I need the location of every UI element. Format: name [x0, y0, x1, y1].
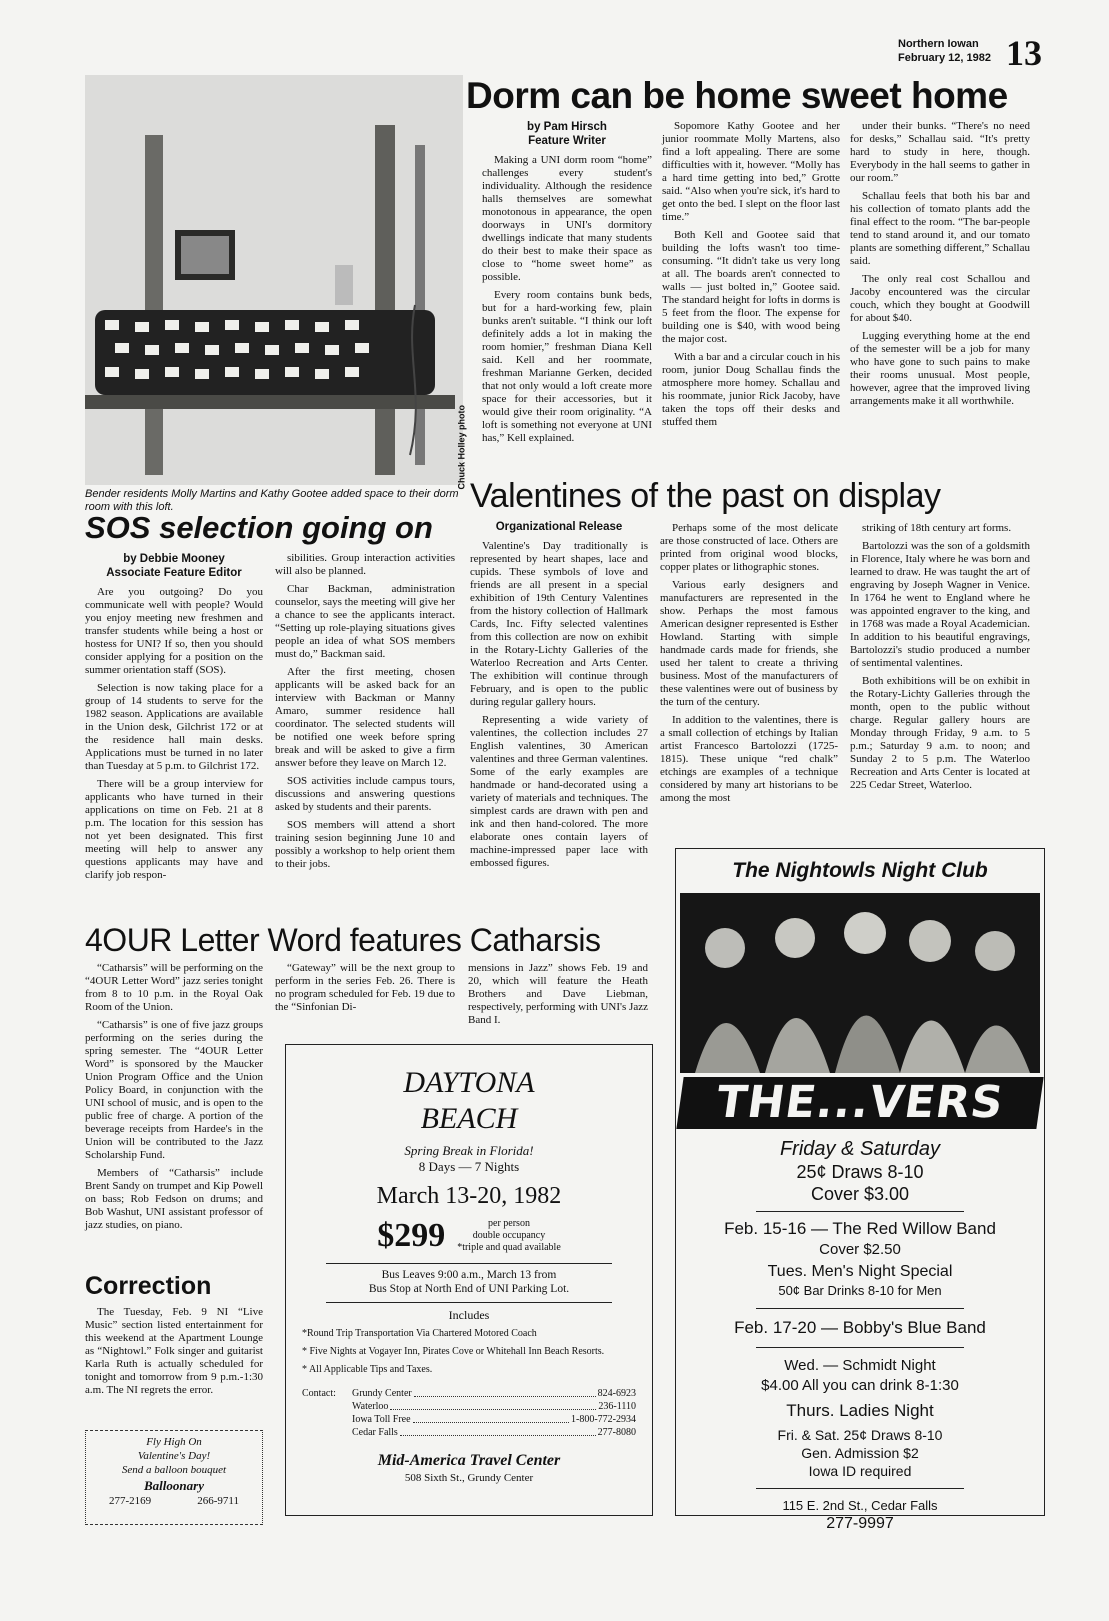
contact-label: Contact: [302, 1388, 336, 1399]
paragraph: sibilities. Group interaction activities will also be planned. [275, 552, 455, 577]
paragraph: “Catharsis” is one of five jazz groups performing on the series during the spring semester. The “4OUR Letter Word” is sponsored by the Maucker Union Program Office and the Union Policy Board, in conjunction with the UNI school of music, and is open to the public free of charge. A portion of the beverage receipts from Hardee's in the Union will be contributed to the Jazz Scholarship Fund. [85, 1019, 263, 1161]
daytona-ad [285, 1044, 653, 1516]
daytona-sub-2: 8 Days — 7 Nights [418, 1159, 520, 1174]
thurs-night: Thurs. Ladies Night [786, 1401, 934, 1420]
paragraph: Char Backman, administration counselor, says the meeting will give her a chance to see the applicants interact. “Setting up role-playing situations gives people an idea of what SOS members must do,” Backman said. [275, 583, 455, 660]
catharsis-column-1 [85, 962, 263, 1237]
feb15-event: Feb. 15-16 — The Red Willow Band [724, 1219, 996, 1238]
balloon-line-1: Fly High On [146, 1436, 202, 1448]
divider [756, 1211, 964, 1212]
daytona-sub-1: Spring Break in Florida! [404, 1143, 534, 1158]
paragraph: striking of 18th century art forms. [862, 522, 1012, 534]
valentines-column-2 [660, 522, 838, 810]
paragraph: In addition to the valentines, there is a small collection of etchings by Italian artist Francesco Bartolozzi (1725-1815). These unique “red chalk” etchings are examples of a technique considered by many art historians to be among the most [660, 714, 838, 804]
sos-column-2 [275, 552, 455, 876]
wed-night: Wed. — Schmidt Night [784, 1357, 936, 1374]
photo-caption: Bender residents Molly Martins and Kathy Gootee added space to their dorm room with this loft. [85, 488, 459, 513]
daytona-price-row [286, 1217, 652, 1255]
paragraph: The only real cost Schallou and Jacoby encountered was the circular couch, which they bought at Goodwill for about $40. [850, 273, 1030, 324]
paragraph: Both exhibitions will be on exhibit in the Rotary-Lichty Galleries through the month, open to the public without charge. Regular gallery hours are Monday through Friday, 9 a.m. to 5 p.m.; Saturday 9 a.m. to noon; and Sunday 2 to 5 p.m. The Waterloo Recreation and Arts Center is located at 225 Cedar Street, Waterloo. [850, 675, 1030, 791]
dorm-column-2 [662, 120, 840, 434]
contact-phone: 824-6923 [597, 1388, 636, 1399]
paragraph: Schallau feels that both his bar and his collection of tomato plants add the final effect to the room. “The bar-people tend to stand around it, and our tomato plants are something different,” Schallau said. [850, 190, 1030, 267]
sos-author: by Debbie Mooney [123, 553, 225, 565]
contact-phone: 1-800-772-2934 [571, 1414, 636, 1425]
balloon-phones [86, 1494, 262, 1508]
page-number: 13 [1006, 33, 1042, 73]
price-note-2: double occupancy [472, 1230, 546, 1241]
daytona-bus-1: Bus Leaves 9:00 a.m., March 13 from [381, 1269, 557, 1281]
divider [756, 1347, 964, 1348]
nightowls-days: Friday & Saturday [779, 1138, 941, 1160]
photo-credit: Chuck Holley photo [457, 405, 467, 490]
contact-phone: 236-1110 [598, 1401, 636, 1412]
dorm-column-1 [482, 120, 652, 450]
contact-name: Cedar Falls [352, 1427, 398, 1438]
valentines-column-1 [470, 520, 648, 875]
divider [326, 1263, 612, 1264]
daytona-title-1: DAYTONA [403, 1066, 535, 1099]
paragraph: Sopomore Kathy Gootee and her junior roommate Molly Martens, also find a loft appealing. There are some difficulties with it, however. “Molly has a hard time getting into bed,” Grotte said. “Also when you're sick, it's hard to get onto the bed. I slept on the floor last time.” [662, 120, 840, 223]
tues-drinks: 50¢ Bar Drinks 8-10 for Men [778, 1283, 942, 1298]
paragraph: Every room contains bunk beds, but for a hard-working few, plain bunks aren't suitable. “I think our loft definitely adds a lot in making the room homier,” freshman Diana Kell said. Kell and her roommate, freshman Marianne Gerken, decided that not only would a loft create more space for their accessories, but it would give their room originality. “A loft is something not everyone at UNI has,” Kell explained. [482, 289, 652, 444]
dorm-headline: Dorm can be home sweet home [466, 75, 1008, 116]
valentines-column-3 [850, 522, 1030, 797]
paragraph: SOS members will attend a short training sesion beginning June 10 and possibly a workshop to help orient them to their jobs. [275, 819, 455, 870]
daytona-includes-label: Includes [448, 1308, 490, 1322]
catharsis-column-2 [275, 962, 455, 1019]
daytona-contacts [286, 1377, 652, 1439]
paragraph: Making a UNI dorm room “home” challenges every student's individuality. Although the residence halls themselves are somewhat monotonous in appearance, the open doorways in UNI's dormitory dwellings indicate that many students do their best to make their space as close to “home sweet home” as possible. [482, 154, 652, 283]
issue-date: February 12, 1982 [898, 52, 991, 64]
nightowls-title: The Nightowls Night Club [732, 859, 988, 882]
dorm-author: by Pam Hirsch [527, 121, 607, 133]
paragraph: Members of “Catharsis” include Brent Sandy on trumpet and Kip Powell on bass; Rob Fedson on drums; and Bob Washut, UNI assistant professor of jazz studies, on piano. [85, 1167, 263, 1231]
dorm-column-3 [850, 120, 1030, 413]
divider [326, 1302, 612, 1303]
catharsis-headline: 4OUR Letter Word features Catharsis [85, 922, 601, 958]
paragraph: The Tuesday, Feb. 9 NI “Live Music” section listed entertainment for this weekend at the Apartment Lounge as “Nightowl.” Folk singer and guitarist Karla Ruth is actually scheduled for tonight and tomorrow from 9 p.m.-1:30 a.m. The NI regrets the error. [85, 1306, 263, 1396]
id-required: Iowa ID required [808, 1463, 912, 1479]
loft-photo-illustration [85, 75, 463, 485]
daytona-bus-2: Bus Stop at North End of UNI Parking Lot. [368, 1283, 570, 1295]
includes-item: *Round Trip Transportation Via Chartered Motored Coach [302, 1328, 537, 1339]
contact-name: Grundy Center [352, 1388, 412, 1399]
paragraph: Both Kell and Gootee said that building the lofts wasn't too time-consuming. “It didn't take us very long at all. The boards aren't connected to walls — just bolted in,” Gootee said. The standard height for lofts in dorms is 5 feet from the floor. The expense for building one is $40, with wood being the major cost. [662, 229, 840, 345]
balloon-ad [85, 1430, 263, 1525]
balloon-phone-2: 266-9711 [197, 1495, 239, 1507]
paragraph: Various early designers and manufacturers are represented in the show. Perhaps the most famous American designer represented is Esther Howland. Starting with simple handmade cards made for friends, she used her talent to create a thriving business. Most of the manufacturers of these valentines were out of business by the turn of the century. [660, 579, 838, 708]
paragraph: Perhaps some of the most delicate are those constructed of lace. Others are printed from original wood blocks, copper plates or lithographic stones. [660, 522, 838, 573]
divider [756, 1488, 964, 1489]
paragraph: under their bunks. “There's no need for desks,” Schallau said. “It's pretty hard to study in here, though. Everybody in the hall seems to gather in our room.” [850, 120, 1030, 184]
nightowls-phone: 277-9997 [826, 1515, 894, 1532]
balloon-phone-1: 277-2169 [109, 1495, 152, 1507]
sos-headline: SOS selection going on [85, 510, 433, 545]
dorm-byline [482, 120, 652, 148]
band-logo: THE...VERS [676, 1077, 1043, 1129]
daytona-includes-list [286, 1323, 652, 1377]
contact-row [352, 1400, 636, 1413]
band-photo [680, 893, 1040, 1073]
includes-item: * All Applicable Tips and Taxes. [302, 1364, 433, 1375]
paragraph: With a bar and a circular couch in his room, junior Doug Schallau finds the atmosphere more homey. Schallau and his roommate, junior Rick Jacoby, have taken the tops off their desks and stuffed them [662, 351, 840, 428]
daytona-price: $299 [377, 1217, 446, 1254]
contact-name: Iowa Toll Free [352, 1414, 411, 1425]
divider [756, 1308, 964, 1309]
paragraph: Representing a wide variety of valentines, the collection includes 27 English valentines, 30 American valentines and three German valentines. Some of the early examples are handmade or hand-decorated using a variety of materials and techniques. The simplest cards are drawn with pen and ink and then hand-colored. The more elaborate ones contain layers of machine-impressed paper lace with embossed figures. [470, 714, 648, 869]
nightowls-draws: 25¢ Draws 8-10 [796, 1162, 924, 1182]
paragraph: Lugging everything home at the end of the semester will be a job for many who have gone to such pains to make their rooms unusual. Most people, however, agree that the improved living arrangements make it all worthwhile. [850, 330, 1030, 407]
valentines-byline: Organizational Release [495, 521, 623, 533]
balloon-line-3: Send a balloon bouquet [121, 1464, 227, 1476]
frisat-draws: Fri. & Sat. 25¢ Draws 8-10 [777, 1427, 943, 1443]
nightowls-cover: Cover $3.00 [810, 1184, 910, 1204]
loft-photo [85, 75, 467, 490]
daytona-dates: March 13-20, 1982 [376, 1183, 562, 1209]
price-note-1: per person [488, 1218, 530, 1229]
paragraph: Selection is now taking place for a group of 14 students to serve for the 1982 season. Applications are available in the Union desk, Gilchrist 172 or at the residence hall main desks. Applications must be turned in no later than Tuesday at 5 p.m. to Gilchrist 172. [85, 682, 263, 772]
daytona-title-2: BEACH [420, 1102, 518, 1135]
daytona-price-notes [457, 1218, 561, 1254]
paragraph: mensions in Jazz” shows Feb. 19 and 20, which will feature the Heath Brothers and Dave Liebman, respectively, performing with UNI's Jazz Band I. [468, 962, 648, 1026]
sos-byline [85, 552, 263, 580]
nightowls-address: 115 E. 2nd St., Cedar Falls [782, 1498, 938, 1513]
paragraph: After the first meeting, chosen applicants will be asked back for an interview with Backman or Manny Amaro, summer residence hall coordinator. The selected students will be notified one week before spring break and will be asked to give a firm answer before they leave on March 12. [275, 666, 455, 769]
contact-list [352, 1387, 636, 1439]
balloon-line-2: Valentine's Day! [137, 1450, 211, 1462]
contact-row [352, 1387, 636, 1400]
paragraph: There will be a group interview for applicants who have turned in their applications on time on Feb. 21 at 8 p.m. The location for this session has not yet been designated. This first meeting will help to answer any questions applicants may have and clarify job respon- [85, 778, 263, 881]
contact-row [352, 1426, 636, 1439]
paragraph: Bartolozzi was the son of a goldsmith in Florence, Italy where he was born and learned to draw. He was taught the art of engraving by Joseph Wagner in Venice. In 1764 he went to England where he was appointed engraver to the king, and in 1768 was made a Royal Academician. In addition to his beautiful engravings, Bartolozzi's studio produced a number of sentimental valentines. [850, 540, 1030, 669]
daytona-agency: Mid-America Travel Center [377, 1452, 561, 1469]
dorm-author-role: Feature Writer [528, 135, 606, 147]
daytona-address: 508 Sixth St., Grundy Center [404, 1472, 534, 1484]
wed-deal: $4.00 All you can drink 8-1:30 [761, 1377, 959, 1394]
band-photo-illustration [680, 893, 1040, 1073]
admission: Gen. Admission $2 [801, 1445, 919, 1461]
sos-author-role: Associate Feature Editor [106, 567, 242, 579]
feb15-cover: Cover $2.50 [819, 1241, 901, 1258]
catharsis-column-3 [468, 962, 648, 1032]
includes-item: * Five Nights at Vogayer Inn, Pirates Cove or Whitehall Inn Beach Resorts. [302, 1346, 605, 1357]
tues-special: Tues. Men's Night Special [767, 1263, 953, 1280]
contact-phone: 277-8080 [597, 1427, 636, 1438]
nightowls-ad [675, 848, 1045, 1532]
paper-name: Northern Iowan [898, 38, 979, 50]
valentines-headline: Valentines of the past on display [470, 477, 941, 515]
price-note-3: *triple and quad available [457, 1242, 561, 1253]
paragraph: “Gateway” will be the next group to perform in the series Feb. 26. There is no program scheduled for Feb. 19 due to the “Sinfonian Di- [275, 962, 455, 1013]
masthead [898, 33, 1058, 73]
feb17-event: Feb. 17-20 — Bobby's Blue Band [734, 1318, 986, 1337]
sos-column-1 [85, 552, 263, 887]
correction-headline: Correction [85, 1272, 212, 1300]
correction-column [85, 1306, 263, 1402]
paragraph: SOS activities include campus tours, discussions and answering questions asked by students and their parents. [275, 775, 455, 813]
paragraph: Are you outgoing? Do you communicate well with people? Would you enjoy meeting new freshmen and transfer students while being a host or hostess for UNI? If so, then you should consider applying for a position on the summer orientation staff (SOS). [85, 586, 263, 676]
contact-name: Waterloo [352, 1401, 389, 1412]
paragraph: Valentine's Day traditionally is represented by heart shapes, lace and cupids. These symbols of love and friends are all present in a special exhibition of 19th Century Valentines from the history collection of Hallmark Cards, Inc. Fifty selected valentines from this collection are now on exhibit in the Rotary-Lichty Galleries of the Waterloo Recreation and Arts Center. The exhibition will continue through February, and is open to the public during regular gallery hours. [470, 540, 648, 708]
paragraph: “Catharsis” will be performing on the “4OUR Letter Word” jazz series tonight from 8 to 10 p.m. in the Royal Oak Room of the Union. [85, 962, 263, 1013]
contact-row [352, 1413, 636, 1426]
balloon-name: Balloonary [144, 1478, 204, 1493]
